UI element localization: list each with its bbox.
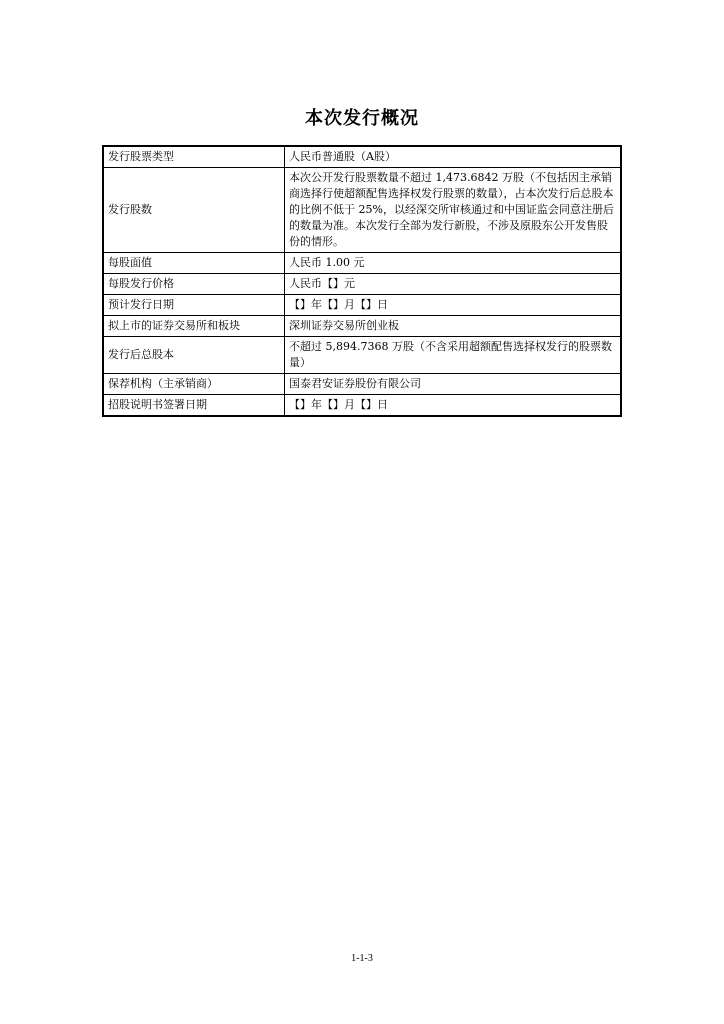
offering-summary-table [102, 145, 622, 417]
row-label: 保荐机构（主承销商） [103, 374, 285, 395]
table-row [103, 374, 621, 395]
row-value: 不超过 5,894.7368 万股（不含采用超额配售选择权发行的股票数量） [285, 337, 622, 374]
row-label: 拟上市的证券交易所和板块 [103, 316, 285, 337]
row-label: 发行股票类型 [103, 146, 285, 168]
table-row [103, 316, 621, 337]
row-label: 招股说明书签署日期 [103, 395, 285, 417]
row-label: 发行后总股本 [103, 337, 285, 374]
row-label: 每股发行价格 [103, 274, 285, 295]
row-value: 深圳证券交易所创业板 [285, 316, 622, 337]
row-value: 国泰君安证券股份有限公司 [285, 374, 622, 395]
table-row [103, 295, 621, 316]
row-value: 人民币 1.00 元 [285, 253, 622, 274]
row-value: 人民币【】元 [285, 274, 622, 295]
row-label: 预计发行日期 [103, 295, 285, 316]
page-number: 1-1-3 [351, 953, 373, 964]
table-row [103, 337, 621, 374]
row-value: 【】年【】月【】日 [285, 395, 622, 417]
row-label: 每股面值 [103, 253, 285, 274]
table-row [103, 146, 621, 168]
table-row [103, 274, 621, 295]
page-title: 本次发行概况 [305, 108, 419, 129]
row-value: 本次公开发行股票数量不超过 1,473.6842 万股（不包括因主承销商选择行使超额配售选择权发行股票的数量），占本次发行后总股本的比例不低于 25%，以经深交所审核通过和中国证监会同意注册后的数量为准。本次发行全部为发行新股，不涉及原股东公开发售股份的情形。 [285, 168, 622, 253]
table-row [103, 395, 621, 417]
row-value: 人民币普通股（A股） [285, 146, 622, 168]
table-row [103, 253, 621, 274]
row-label: 发行股数 [103, 168, 285, 253]
row-value: 【】年【】月【】日 [285, 295, 622, 316]
table-row [103, 168, 621, 253]
